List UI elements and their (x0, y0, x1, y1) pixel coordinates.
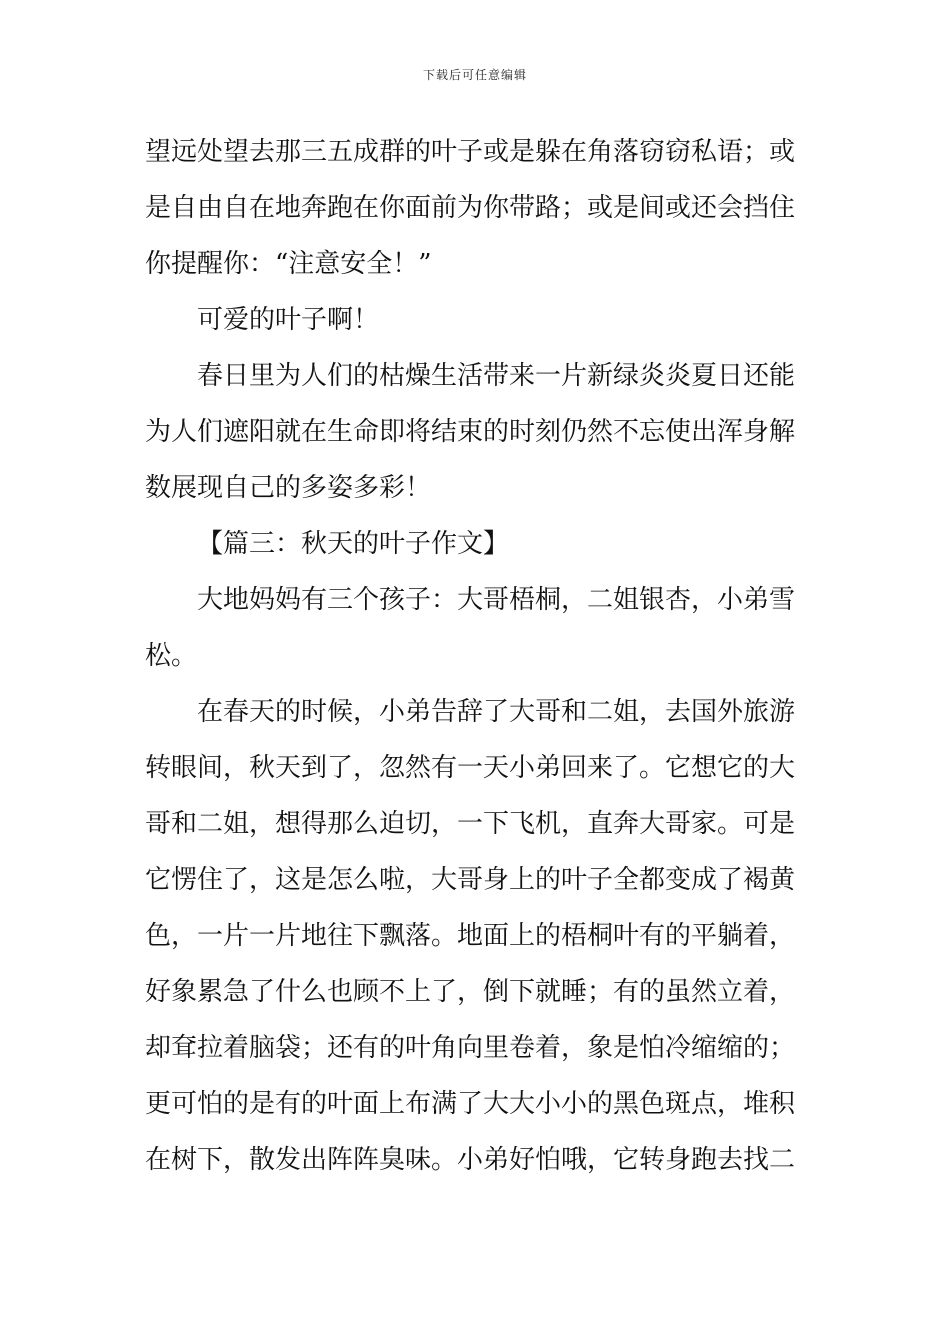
text-line-15: 色，一片一片地往下飘落。地面上的梧桐叶有的平躺着， (145, 921, 796, 951)
text-line-19: 在树下，散发出阵阵臭味。小弟好怕哦，它转身跑去找二 (145, 1145, 796, 1175)
text-line-11: 在春天的时候，小弟告辞了大哥和二姐，去国外旅游 (197, 697, 796, 727)
text-line-5: 春日里为人们的枯燥生活带来一片新绿炎炎夏日还能 (197, 361, 796, 391)
text-line-13: 哥和二姐，想得那么迫切，一下飞机，直奔大哥家。可是 (145, 809, 796, 839)
text-line-16: 好象累急了什么也顾不上了，倒下就睡；有的虽然立着， (145, 977, 796, 1007)
text-line-2: 是自由自在地奔跑在你面前为你带路；或是间或还会挡住 (145, 193, 796, 223)
text-line-10: 松。 (145, 641, 198, 671)
text-line-3: 你提醒你：“注意安全！” (145, 249, 432, 279)
section-heading: 【篇三：秋天的叶子作文】 (197, 529, 510, 559)
text-line-17: 却耷拉着脑袋；还有的叶角向里卷着，象是怕冷缩缩的； (145, 1033, 796, 1063)
text-line-12: 转眼间，秋天到了，忽然有一天小弟回来了。它想它的大 (145, 753, 796, 783)
text-line-1: 望远处望去那三五成群的叶子或是躲在角落窃窃私语；或 (145, 137, 796, 167)
text-line-18: 更可怕的是有的叶面上布满了大大小小的黑色斑点，堆积 (145, 1089, 796, 1119)
document-body (145, 124, 809, 1188)
text-line-4: 可爱的叶子啊！ (197, 305, 380, 335)
page-header: 下载后可任意编辑 (422, 68, 527, 82)
text-line-7: 数展现自己的多姿多彩！ (145, 473, 432, 503)
text-line-9: 大地妈妈有三个孩子：大哥梧桐，二姐银杏，小弟雪 (197, 585, 796, 615)
text-line-6: 为人们遮阳就在生命即将结束的时刻仍然不忘使出浑身解 (145, 417, 796, 447)
text-line-14: 它愣住了，这是怎么啦，大哥身上的叶子全都变成了褐黄 (145, 865, 796, 895)
